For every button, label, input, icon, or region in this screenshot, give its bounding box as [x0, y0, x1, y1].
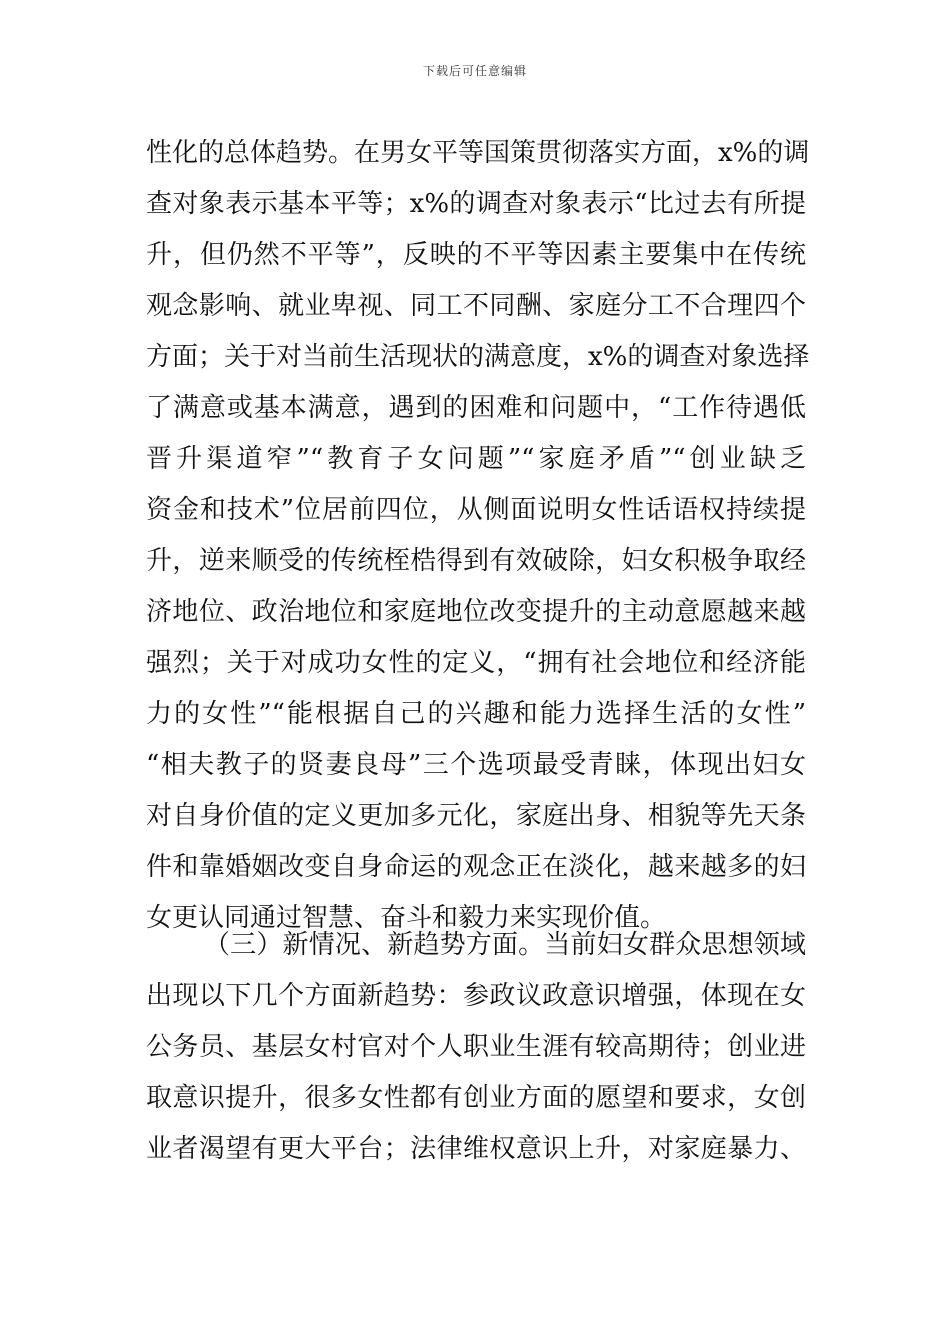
- page-header: 下载后可任意编辑: [422, 64, 527, 78]
- text-line: 性化的总体趋势。在男女平等国策贯彻落实方面，x%的调: [146, 138, 810, 168]
- text-line: 晋升渠道窄”“教育子女问题”“家庭矛盾”“创业缺乏: [146, 444, 806, 474]
- text-line: 力的女性”“能根据自己的兴趣和能力选择生活的女性”: [146, 699, 806, 729]
- text-line: （三）新情况、新趋势方面。当前妇女群众思想领域: [204, 930, 806, 960]
- text-line: 强烈；关于对成功女性的定义，“拥有社会地位和经济能: [146, 648, 806, 678]
- text-line: 升，逆来顺受的传统桎梏得到有效破除，妇女积极争取经: [146, 546, 806, 576]
- text-line: “相夫教子的贤妻良母”三个选项最受青睐，体现出妇女: [146, 750, 806, 780]
- text-line: 女更认同通过智慧、奋斗和毅力来实现价值。: [146, 903, 667, 933]
- text-line: 资金和技术”位居前四位，从侧面说明女性话语权持续提: [146, 495, 806, 525]
- text-line: 观念影响、就业卑视、同工不同酬、家庭分工不合理四个: [146, 291, 806, 321]
- paragraph-2: [146, 920, 806, 1175]
- text-line: 升，但仍然不平等”，反映的不平等因素主要集中在传统: [146, 240, 806, 270]
- text-line: 了满意或基本满意，遇到的困难和问题中，“工作待遇低: [146, 393, 806, 423]
- text-line: 方面；关于对当前生活现状的满意度，x%的调查对象选择: [146, 342, 810, 372]
- text-line: 取意识提升，很多女性都有创业方面的愿望和要求，女创: [146, 1083, 806, 1113]
- text-line: 业者渴望有更大平台；法律维权意识上升，对家庭暴力、: [146, 1134, 806, 1164]
- text-line: 出现以下几个方面新趋势：参政议政意识增强，体现在女: [146, 981, 806, 1011]
- text-line: 件和靠婚姻改变自身命运的观念正在淡化，越来越多的妇: [146, 852, 806, 882]
- paragraph-1: [146, 128, 810, 944]
- text-line: 查对象表示基本平等；x%的调查对象表示“比过去有所提: [146, 189, 806, 219]
- text-line: 济地位、政治地位和家庭地位改变提升的主动意愿越来越: [146, 597, 806, 627]
- text-line: 公务员、基层女村官对个人职业生涯有较高期待；创业进: [146, 1032, 806, 1062]
- text-line: 对自身价值的定义更加多元化，家庭出身、相貌等先天条: [146, 801, 806, 831]
